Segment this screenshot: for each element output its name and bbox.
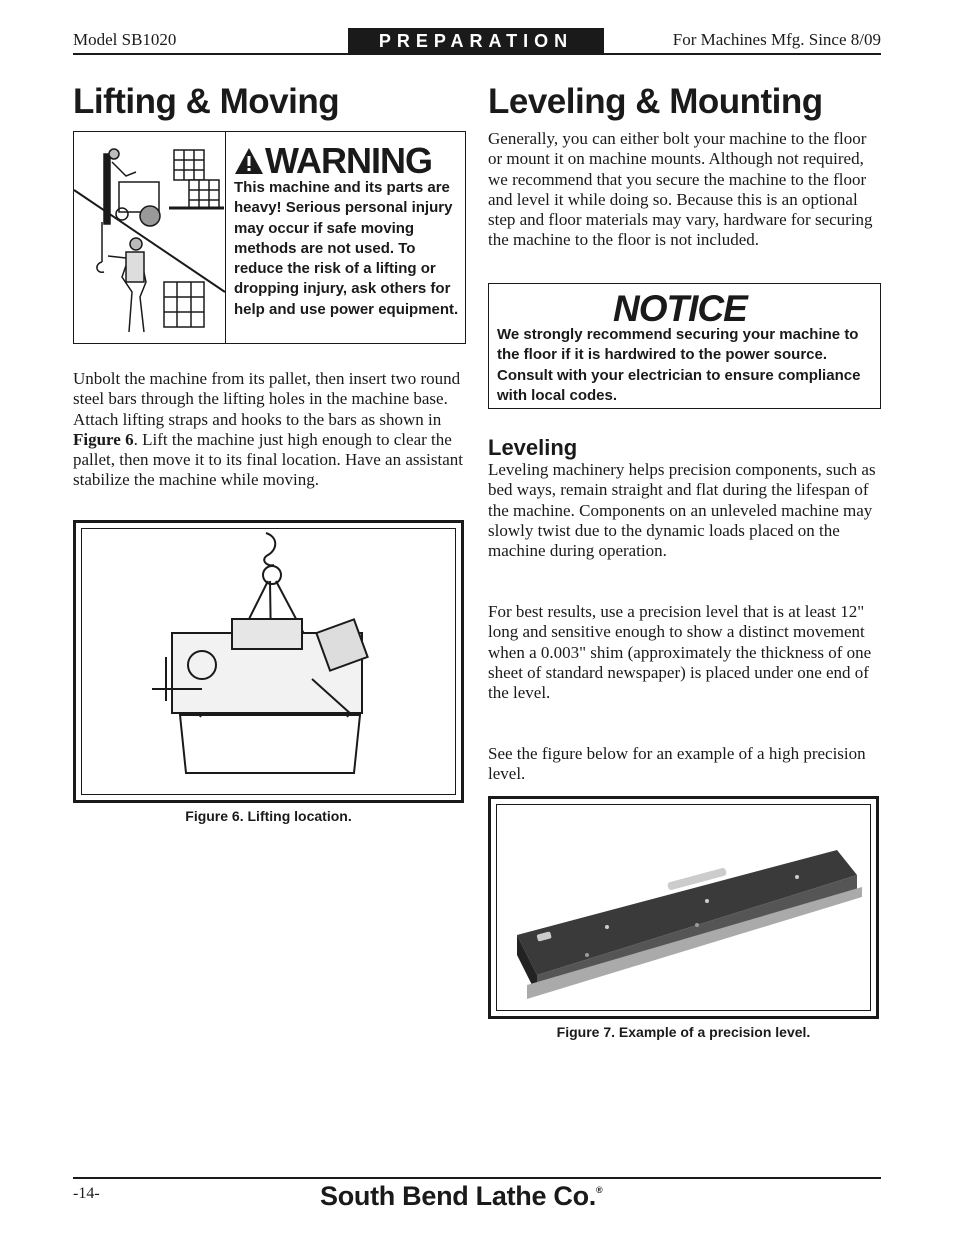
section-banner: PREPARATION: [348, 28, 604, 54]
lifting-paragraph-start: Unbolt the machine from its pallet, then insert two round steel bars through the lifting holes in the machine base. Attach lifting straps and hooks to the bars as shown in: [73, 369, 461, 429]
figure-7-frame: [488, 796, 879, 1019]
leveling-paragraph-1: Leveling machinery helps precision components, such as bed ways, remain straight and flat during the lifespan of the machine. Components on an unleveled machine may slowly twist due to the dynamic loads placed on the machine during operation.: [488, 460, 876, 561]
warning-triangle-icon: [234, 147, 264, 175]
brand-logo: [320, 1181, 602, 1212]
notice-box: [488, 283, 881, 409]
leveling-paragraph-2: For best results, use a precision level that is at least 12" long and sensitive enough to show a distinct movement when a 0.003" shim (approximately the thickness of one sheet of standard newspaper) is placed under one end of the level.: [488, 602, 872, 703]
figure-6-caption: Figure 6. Lifting location.: [185, 808, 352, 824]
warning-heading-text: WARNING: [265, 140, 432, 181]
manufacture-date-label: For Machines Mfg. Since 8/09: [672, 30, 881, 49]
figure-7-caption: Figure 7. Example of a precision level.: [556, 1024, 811, 1040]
mounting-intro-paragraph: Generally, you can either bolt your machine to the floor or mount it on machine mounts. Although not required, we recommend that you secure the machine to the floor and level it while doing so. Because this is an optional step and floor materials may vary, hardware for securing the machine to the floor is not included.: [488, 129, 873, 250]
lifting-moving-title: Lifting & Moving: [73, 82, 340, 121]
lifting-location-image: [81, 528, 456, 795]
leveling-mounting-title: Leveling & Mounting: [488, 82, 823, 121]
notice-text: We strongly recommend securing your machine to the floor if it is hardwired to the power source. Consult with your electrician to ensure compliance with local codes.: [497, 326, 861, 404]
figure-6-frame: [73, 520, 464, 803]
lifting-paragraph: [73, 369, 465, 491]
model-label: Model SB1020: [73, 30, 177, 49]
precision-level-image: [496, 804, 871, 1011]
warning-text: This machine and its parts are heavy! Serious personal injury may occur if safe moving methods are not used. To reduce the risk of a lifting or dropping injury, ask others for help and use power equipment.: [234, 179, 459, 318]
leveling-heading: Leveling: [488, 435, 578, 460]
notice-heading: NOTICE: [613, 288, 747, 329]
registered-mark: ®: [595, 1185, 603, 1195]
brand-name: South Bend Lathe Co.: [320, 1181, 596, 1211]
figure-6-reference: Figure 6: [73, 429, 134, 449]
warning-box: [73, 131, 466, 344]
lifting-paragraph-end: . Lift the machine just high enough to clear the pallet, then move it to its final location. Have an assistant stabilize the machine while moving.: [73, 429, 463, 490]
leveling-paragraph-3: See the figure below for an example of a high precision level.: [488, 744, 866, 784]
header-rule: [73, 53, 881, 55]
footer-rule: [73, 1177, 881, 1179]
page-number: -14-: [73, 1185, 100, 1202]
forklift-hoist-illustration: [74, 132, 226, 343]
warning-heading: [234, 140, 432, 182]
